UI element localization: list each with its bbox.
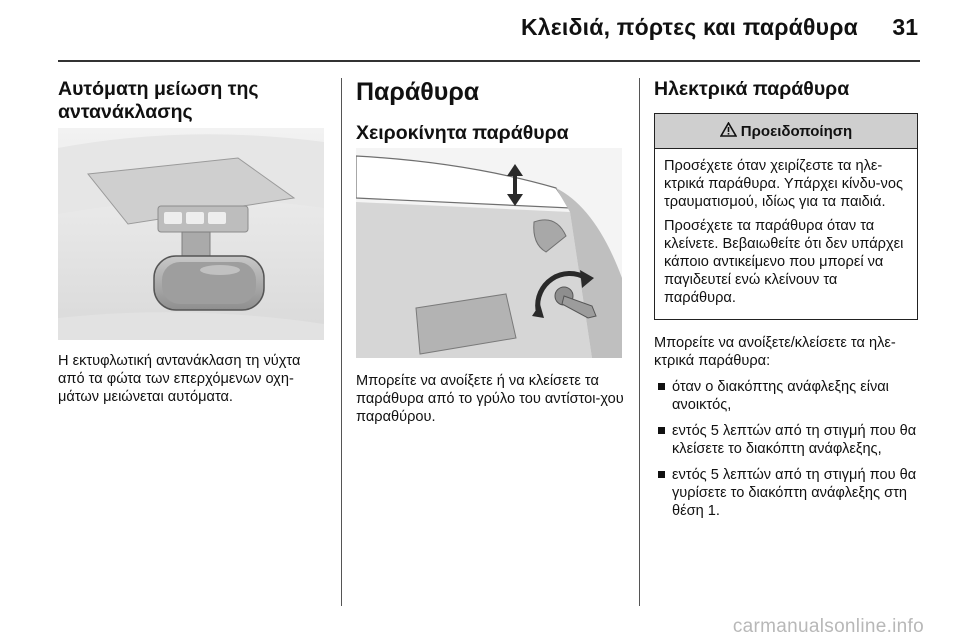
warning-paragraph: Προσέχετε τα παράθυρα όταν τα κλείνετε. Βεβαιωθείτε ότι δεν υπάρχει κάποιο αντικείμενο που μπορεί να παγιδευτεί ενώ κλείνουν τα παράθυρα. [664,218,904,306]
page-header-title: Κλειδιά, πόρτες και παράθυρα [521,14,858,40]
column-divider-1 [341,78,342,606]
mirror-illustration [58,128,324,340]
watermark: carmanualsonline.info [732,616,924,637]
column-windows [356,78,626,145]
manual-windows-description: Μπορείτε να ανοίξετε ή να κλείσετε τα παράθυρα από το γρύλο του αντίστοι-χου παραθύρου. [356,373,624,425]
warning-body [655,149,917,319]
list-item: εντός 5 λεπτών από τη στιγμή που θα γυρίσετε το διακόπτη ανάφλεξης στη θέση 1. [654,466,920,520]
list-item: όταν ο διακόπτης ανάφλεξης είναι ανοικτός, [654,378,920,414]
page-number: 31 [892,14,918,40]
bullet-square-icon [658,383,665,390]
column-divider-2 [639,78,640,606]
warning-header [655,114,917,149]
bullet-square-icon [658,427,665,434]
power-windows-intro: Μπορείτε να ανοίξετε/κλείσετε τα ηλε-κτρικά παράθυρα: [654,335,896,369]
conditions-list [654,378,920,520]
mirror-text-block [58,352,324,406]
section-heading-power-windows: Ηλεκτρικά παράθυρα [654,78,850,100]
section-heading-windows: Παράθυρα [356,78,480,106]
subheading-manual-windows: Χειροκίνητα παράθυρα [356,122,569,144]
window-crank-illustration [356,148,622,358]
bullet-square-icon [658,471,665,478]
manual-windows-text-block [356,372,626,426]
warning-box [654,113,918,320]
list-item: εντός 5 λεπτών από τη στιγμή που θα κλείσετε το διακόπτη ανάφλεξης, [654,422,920,458]
header-rule [58,60,920,62]
section-heading-mirror: Αυτόματη μείωση της αντανάκλασης [58,78,259,123]
mirror-description: Η εκτυφλωτική αντανάκλαση τη νύχτα από τα φώτα των επερχόμενων οχη-μάτων μειώνεται αυτόματα. [58,353,301,405]
column-mirror [58,78,324,124]
warning-triangle-icon [720,122,737,141]
warning-title: Προειδοποίηση [740,122,853,140]
column-power-windows [654,78,920,528]
warning-paragraph: Προσέχετε όταν χειρίζεστε τα ηλε-κτρικά παράθυρα. Υπάρχει κίνδυ-νος τραυματισμού, ιδίως για τα παιδιά. [664,158,903,210]
